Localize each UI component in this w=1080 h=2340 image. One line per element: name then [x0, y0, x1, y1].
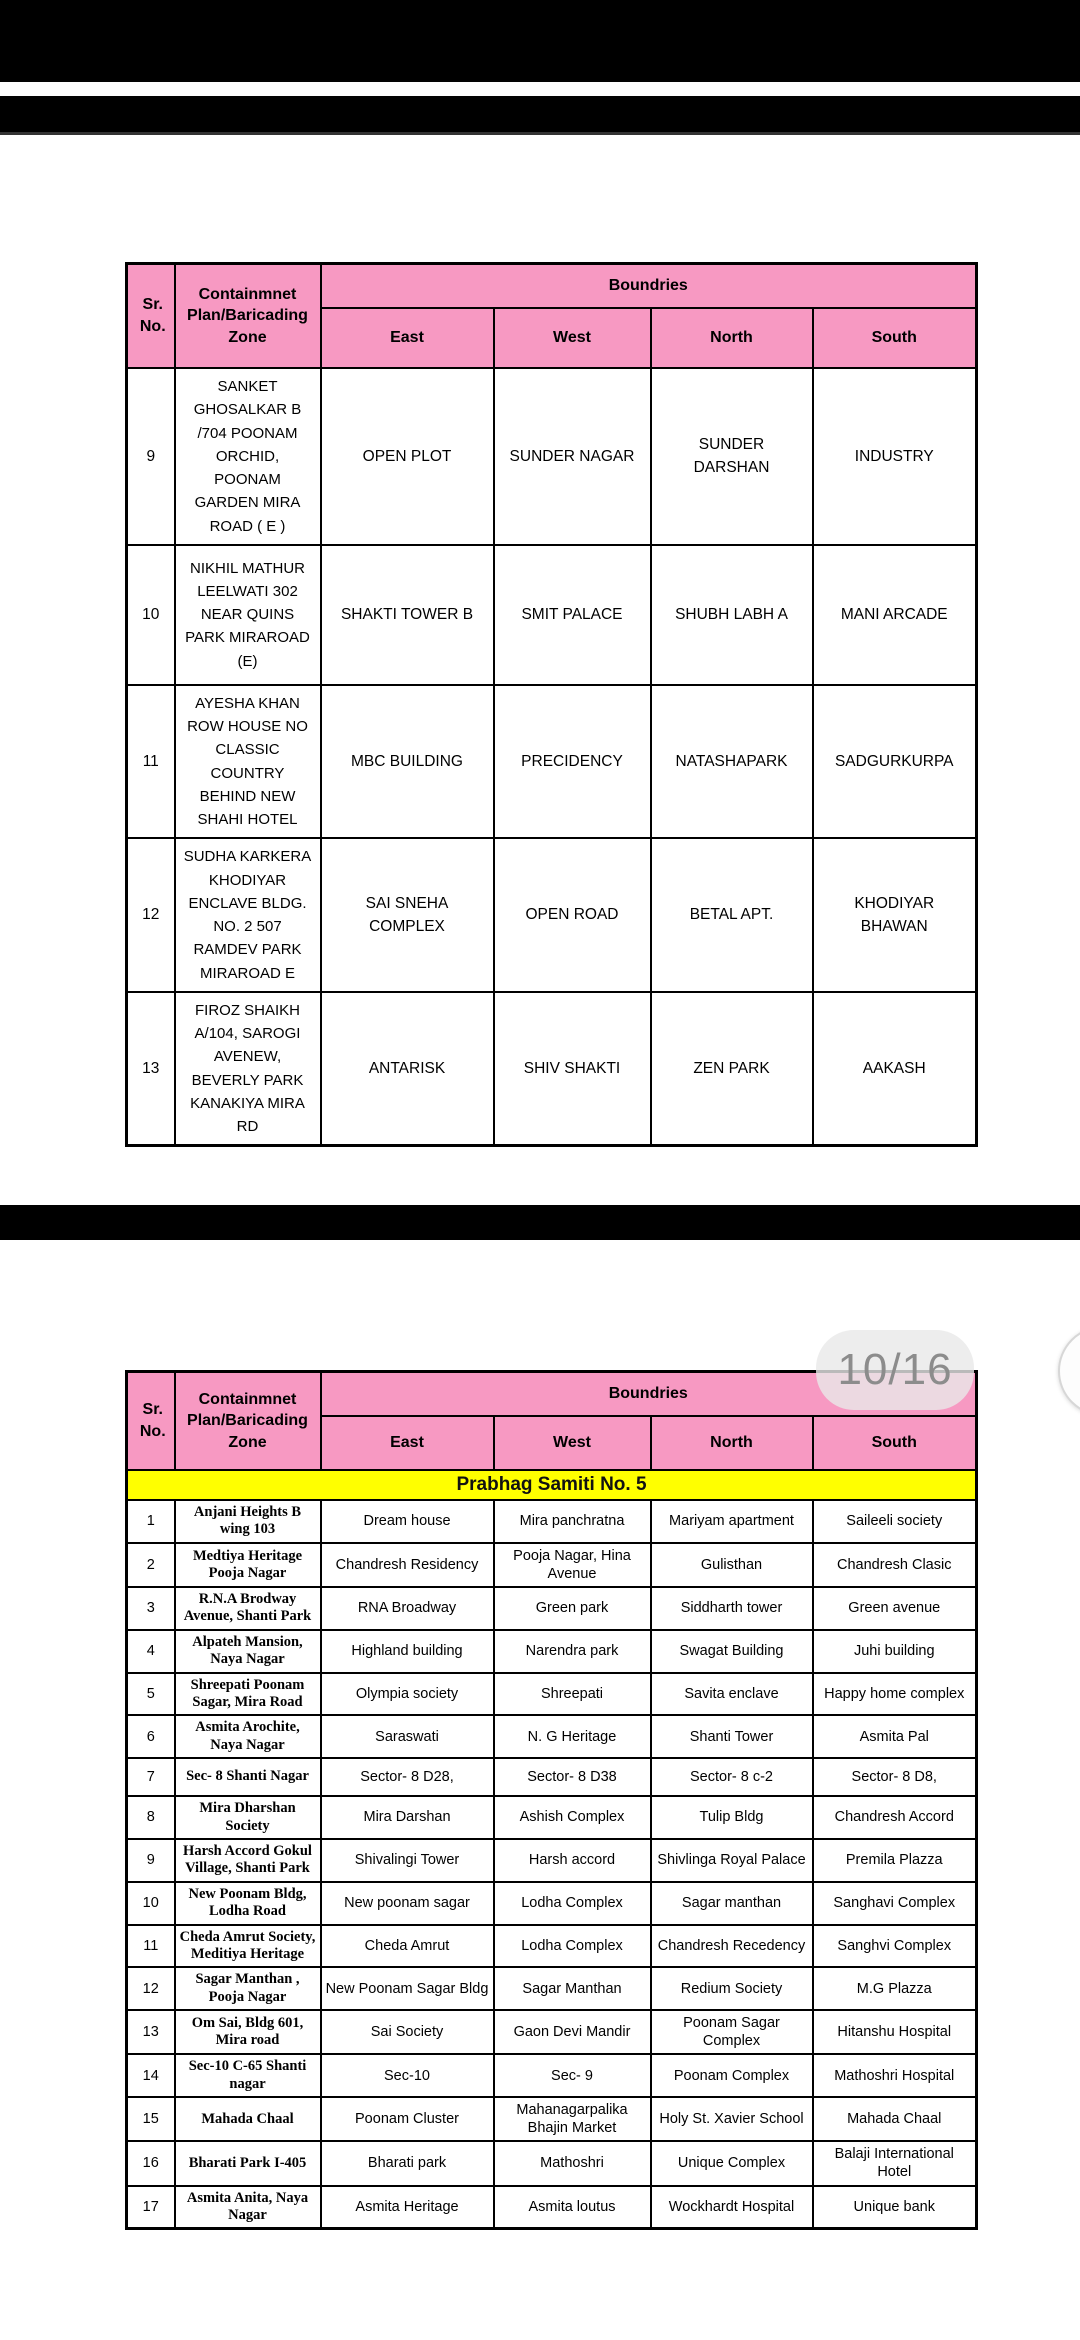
cell-east: Shivalingi Tower — [321, 1839, 494, 1882]
cell-sr: 6 — [127, 1715, 175, 1758]
header-sr-line1: Sr. — [142, 296, 163, 314]
cell-east: New Poonam Sagar Bldg — [321, 1967, 494, 2010]
cell-east: ANTARISK — [321, 992, 494, 1146]
cell-east: Dream house — [321, 1500, 494, 1543]
cell-west: Shreepati — [494, 1673, 651, 1716]
cell-north: Poonam Sagar Complex — [651, 2010, 813, 2054]
cell-zone: Anjani Heights B wing 103 — [175, 1500, 321, 1543]
cell-zone: SANKET GHOSALKAR B /704 POONAM ORCHID, POONAM GARDEN MIRA ROAD ( E ) — [175, 368, 321, 545]
cell-zone: NIKHIL MATHUR LEELWATI 302 NEAR QUINS PARK MIRAROAD (E) — [175, 545, 321, 685]
cell-north: Tulip Bldg — [651, 1796, 813, 1839]
header-boundries: Boundries — [321, 264, 977, 309]
table-row — [127, 2054, 977, 2097]
cell-west: Sec- 9 — [494, 2054, 651, 2097]
cell-north: Holy St. Xavier School — [651, 2097, 813, 2141]
cell-west: Mahanagarpalika Bhajin Market — [494, 2097, 651, 2141]
table-row — [127, 1500, 977, 1543]
cell-sr: 14 — [127, 2054, 175, 2097]
cell-sr: 12 — [127, 838, 175, 992]
cell-north: Gulisthan — [651, 1543, 813, 1587]
cell-west: Lodha Complex — [494, 1925, 651, 1968]
cell-south: AAKASH — [813, 992, 977, 1146]
header-west: West — [494, 1416, 651, 1470]
table-row — [127, 2010, 977, 2054]
cell-west: Lodha Complex — [494, 1882, 651, 1925]
header-west: West — [494, 308, 651, 368]
cell-south: Sanghavi Complex — [813, 1882, 977, 1925]
cell-south: Mahada Chaal — [813, 2097, 977, 2141]
bar-gap — [0, 82, 1080, 96]
cell-north: Sector- 8 c-2 — [651, 1758, 813, 1796]
cell-sr: 10 — [127, 545, 175, 685]
cell-west: Mathoshri — [494, 2141, 651, 2185]
header-sr-line1: Sr. — [142, 1401, 163, 1419]
cell-zone: Medtiya Heritage Pooja Nagar — [175, 1543, 321, 1587]
cell-sr: 9 — [127, 1839, 175, 1882]
cell-north: SHUBH LABH A — [651, 545, 813, 685]
cell-zone: Asmita Anita, Naya Nagar — [175, 2186, 321, 2229]
cell-west: Asmita loutus — [494, 2186, 651, 2229]
table-row — [127, 1673, 977, 1716]
cell-west: Harsh accord — [494, 1839, 651, 1882]
cell-sr: 2 — [127, 1543, 175, 1587]
status-bar — [0, 0, 1080, 82]
table-row — [127, 1925, 977, 1968]
cell-east: RNA Broadway — [321, 1587, 494, 1630]
containment-table-page1 — [125, 262, 978, 1147]
cell-south: Premila Plazza — [813, 1839, 977, 1882]
cell-south: INDUSTRY — [813, 368, 977, 545]
cell-west: Ashish Complex — [494, 1796, 651, 1839]
header-zone-line1: Containmnet — [198, 285, 297, 303]
table-row — [127, 2097, 977, 2141]
header-south: South — [813, 1416, 977, 1470]
cell-east: Mira Darshan — [321, 1796, 494, 1839]
table-header-row — [127, 264, 977, 309]
cell-north: Unique Complex — [651, 2141, 813, 2185]
header-north: North — [651, 1416, 813, 1470]
header-zone — [175, 264, 321, 369]
header-east: East — [321, 308, 494, 368]
cell-zone: Shreepati Poonam Sagar, Mira Road — [175, 1673, 321, 1716]
table-row — [127, 1839, 977, 1882]
table-row — [127, 1630, 977, 1673]
cell-sr: 3 — [127, 1587, 175, 1630]
cell-north: Shanti Tower — [651, 1715, 813, 1758]
table-row — [127, 992, 977, 1146]
cell-east: Poonam Cluster — [321, 2097, 494, 2141]
cell-zone: Sagar Manthan , Pooja Nagar — [175, 1967, 321, 2010]
table-row — [127, 685, 977, 839]
cell-north: BETAL APT. — [651, 838, 813, 992]
cell-sr: 10 — [127, 1882, 175, 1925]
table-row — [127, 1967, 977, 2010]
cell-west: SHIV SHAKTI — [494, 992, 651, 1146]
cell-north: Swagat Building — [651, 1630, 813, 1673]
header-zone — [175, 1372, 321, 1471]
header-north: North — [651, 308, 813, 368]
cell-west: Sector- 8 D38 — [494, 1758, 651, 1796]
cell-west: Pooja Nagar, Hina Avenue — [494, 1543, 651, 1587]
cell-west: OPEN ROAD — [494, 838, 651, 992]
table-row — [127, 2141, 977, 2185]
cell-sr: 11 — [127, 1925, 175, 1968]
cell-east: Sector- 8 D28, — [321, 1758, 494, 1796]
cell-sr: 11 — [127, 685, 175, 839]
cell-sr: 15 — [127, 2097, 175, 2141]
page-number-badge: 10/16 — [816, 1330, 974, 1410]
cell-sr: 17 — [127, 2186, 175, 2229]
cell-zone: Mahada Chaal — [175, 2097, 321, 2141]
cell-west: Sagar Manthan — [494, 1967, 651, 2010]
cell-south: SADGURKURPA — [813, 685, 977, 839]
table-row — [127, 368, 977, 545]
cell-west: Gaon Devi Mandir — [494, 2010, 651, 2054]
cell-sr: 1 — [127, 1500, 175, 1543]
header-sr-no — [127, 264, 175, 369]
header-zone-line1: Containmnet — [198, 1390, 297, 1408]
cell-north: Poonam Complex — [651, 2054, 813, 2097]
cell-east: Asmita Heritage — [321, 2186, 494, 2229]
table-row — [127, 1882, 977, 1925]
cell-zone: Om Sai, Bldg 601, Mira road — [175, 2010, 321, 2054]
cell-zone: SUDHA KARKERA KHODIYAR ENCLAVE BLDG. NO. 2 507 RAMDEV PARK MIRAROAD E — [175, 838, 321, 992]
cell-south: Hitanshu Hospital — [813, 2010, 977, 2054]
viewer-toolbar — [0, 96, 1080, 135]
cell-zone: Harsh Accord Gokul Village, Shanti Park — [175, 1839, 321, 1882]
cell-south: Balaji International Hotel — [813, 2141, 977, 2185]
cell-sr: 8 — [127, 1796, 175, 1839]
cell-zone: Bharati Park I-405 — [175, 2141, 321, 2185]
cell-east: Bharati park — [321, 2141, 494, 2185]
cell-south: Unique bank — [813, 2186, 977, 2229]
header-sr-line2: No. — [139, 1423, 166, 1440]
cell-north: Shivlinga Royal Palace — [651, 1839, 813, 1882]
table-row — [127, 1543, 977, 1587]
cell-sr: 16 — [127, 2141, 175, 2185]
cell-east: Saraswati — [321, 1715, 494, 1758]
cell-east: Olympia society — [321, 1673, 494, 1716]
table-row — [127, 838, 977, 992]
cell-east: SAI SNEHA COMPLEX — [321, 838, 494, 992]
cell-east: Chandresh Residency — [321, 1543, 494, 1587]
cell-south: Mathoshri Hospital — [813, 2054, 977, 2097]
cell-south: Sanghvi Complex — [813, 1925, 977, 1968]
table-row — [127, 1758, 977, 1796]
cell-south: Chandresh Accord — [813, 1796, 977, 1839]
cell-south: Green avenue — [813, 1587, 977, 1630]
section-title-row — [127, 1470, 977, 1500]
cell-north: ZEN PARK — [651, 992, 813, 1146]
header-south: South — [813, 308, 977, 368]
cell-zone: AYESHA KHAN ROW HOUSE NO CLASSIC COUNTRY BEHIND NEW SHAHI HOTEL — [175, 685, 321, 839]
cell-zone: Mira Dharshan Society — [175, 1796, 321, 1839]
cell-north: Sagar manthan — [651, 1882, 813, 1925]
cell-south: KHODIYAR BHAWAN — [813, 838, 977, 992]
cell-sr: 13 — [127, 2010, 175, 2054]
cell-west: Narendra park — [494, 1630, 651, 1673]
header-sr-line2: No. — [139, 318, 166, 335]
header-sr-no — [127, 1372, 175, 1471]
cell-east: Sai Society — [321, 2010, 494, 2054]
table-row — [127, 2186, 977, 2229]
cell-sr: 5 — [127, 1673, 175, 1716]
cell-west: Green park — [494, 1587, 651, 1630]
cell-north: NATASHAPARK — [651, 685, 813, 839]
cell-sr: 12 — [127, 1967, 175, 2010]
cell-east: Sec-10 — [321, 2054, 494, 2097]
cell-sr: 9 — [127, 368, 175, 545]
cell-west: Mira panchratna — [494, 1500, 651, 1543]
cell-zone: New Poonam Bldg, Lodha Road — [175, 1882, 321, 1925]
cell-zone: Cheda Amrut Society, Meditiya Heritage — [175, 1925, 321, 1968]
cell-zone: Alpateh Mansion, Naya Nagar — [175, 1630, 321, 1673]
cell-east: Cheda Amrut — [321, 1925, 494, 1968]
cell-south: Sector- 8 D8, — [813, 1758, 977, 1796]
cell-zone: Sec-10 C-65 Shanti nagar — [175, 2054, 321, 2097]
cell-south: MANI ARCADE — [813, 545, 977, 685]
cell-south: M.G Plazza — [813, 1967, 977, 2010]
floating-scroll-handle[interactable] — [1058, 1326, 1080, 1416]
cell-south: Asmita Pal — [813, 1715, 977, 1758]
cell-south: Happy home complex — [813, 1673, 977, 1716]
page-separator — [0, 1205, 1080, 1240]
table-row — [127, 545, 977, 685]
cell-north: Wockhardt Hospital — [651, 2186, 813, 2229]
cell-south: Chandresh Clasic — [813, 1543, 977, 1587]
cell-north: Savita enclave — [651, 1673, 813, 1716]
cell-north: Mariyam apartment — [651, 1500, 813, 1543]
section-title: Prabhag Samiti No. 5 — [127, 1470, 977, 1500]
cell-west: PRECIDENCY — [494, 685, 651, 839]
containment-table-page2 — [125, 1370, 978, 2230]
cell-east: SHAKTI TOWER B — [321, 545, 494, 685]
cell-sr: 7 — [127, 1758, 175, 1796]
cell-sr: 4 — [127, 1630, 175, 1673]
cell-zone: FIROZ SHAIKH A/104, SAROGI AVENEW, BEVERLY PARK KANAKIYA MIRA RD — [175, 992, 321, 1146]
cell-south: Saileeli society — [813, 1500, 977, 1543]
header-boundries: Boundries — [321, 1372, 977, 1417]
cell-west: SMIT PALACE — [494, 545, 651, 685]
cell-north: SUNDER DARSHAN — [651, 368, 813, 545]
cell-zone: R.N.A Brodway Avenue, Shanti Park — [175, 1587, 321, 1630]
cell-east: Highland building — [321, 1630, 494, 1673]
cell-west: SUNDER NAGAR — [494, 368, 651, 545]
cell-zone: Sec- 8 Shanti Nagar — [175, 1758, 321, 1796]
cell-east: New poonam sagar — [321, 1882, 494, 1925]
cell-east: OPEN PLOT — [321, 368, 494, 545]
cell-west: N. G Heritage — [494, 1715, 651, 1758]
table-row — [127, 1587, 977, 1630]
header-zone-line2: Plan/Baricading Zone — [187, 307, 308, 346]
header-east: East — [321, 1416, 494, 1470]
cell-east: MBC BUILDING — [321, 685, 494, 839]
table-row — [127, 1715, 977, 1758]
cell-north: Siddharth tower — [651, 1587, 813, 1630]
cell-sr: 13 — [127, 992, 175, 1146]
cell-zone: Asmita Arochite, Naya Nagar — [175, 1715, 321, 1758]
cell-south: Juhi building — [813, 1630, 977, 1673]
cell-north: Chandresh Recedency — [651, 1925, 813, 1968]
header-zone-line2: Plan/Baricading Zone — [187, 1412, 308, 1451]
table-row — [127, 1796, 977, 1839]
cell-north: Redium Society — [651, 1967, 813, 2010]
